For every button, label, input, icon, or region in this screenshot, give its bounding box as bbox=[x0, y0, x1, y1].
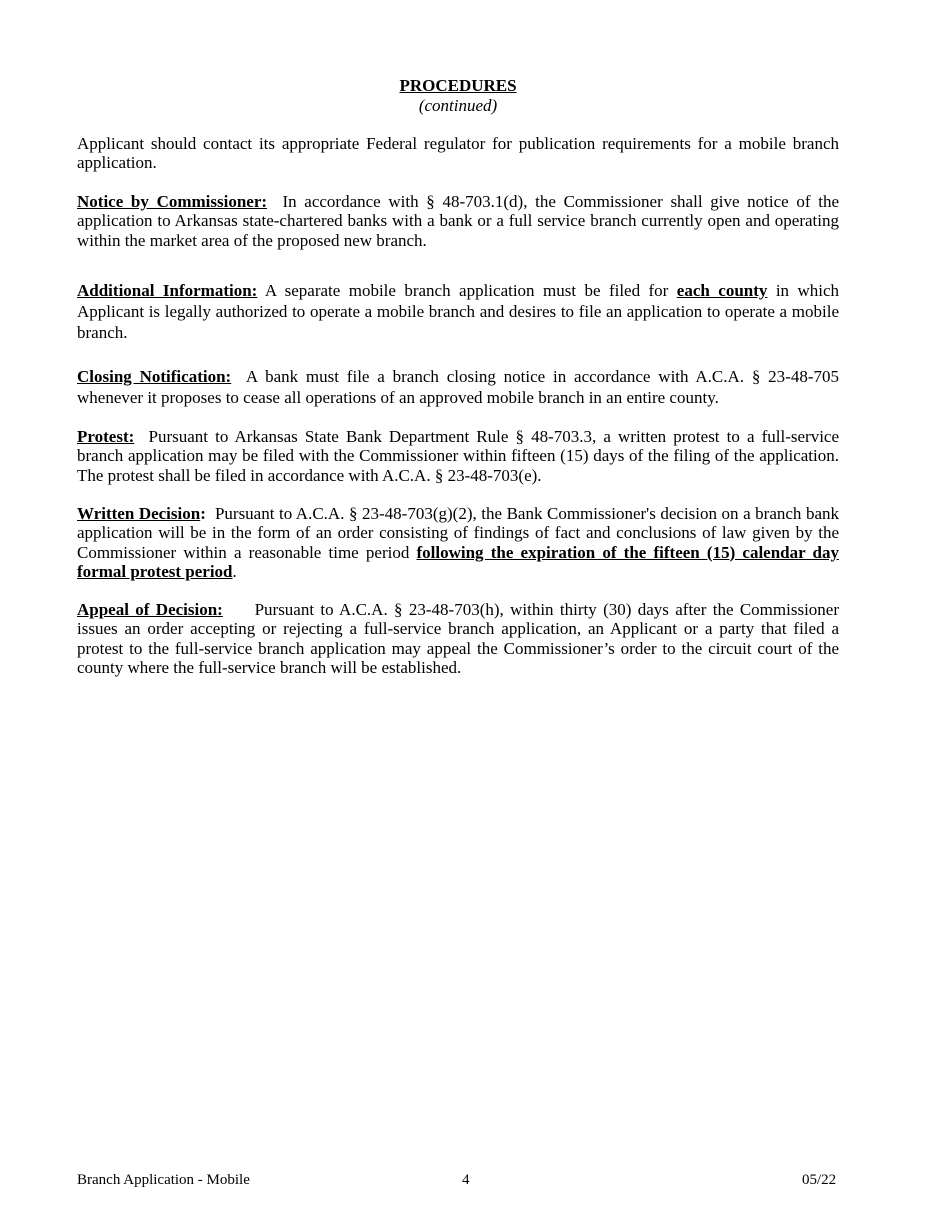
additional-text-before: A separate mobile branch application must be filed for bbox=[264, 281, 669, 300]
written-text-after: . bbox=[232, 561, 237, 581]
footer-page-number: 4 bbox=[462, 1172, 470, 1188]
additional-label: Additional Information: bbox=[77, 281, 258, 300]
written-paragraph bbox=[77, 504, 839, 581]
notice-label: Notice by Commissioner: bbox=[77, 192, 268, 211]
appeal-paragraph bbox=[77, 600, 839, 677]
written-text-before: Pursuant to A.C.A. § 23-48-703(g)(2), the Bank Commissioner's decision on a branch bank application will be in the form of an order consisting of findings of fact and conclusions of law given by the Commissioner within a reasonable time period bbox=[77, 504, 839, 562]
additional-emphasis: each county bbox=[676, 281, 768, 300]
protest-label: Protest: bbox=[77, 427, 135, 446]
notice-paragraph bbox=[77, 192, 839, 250]
appeal-text: Pursuant to A.C.A. § 23-48-703(h), within thirty (30) days after the Commissioner issues an order accepting or rejecting a full-service branch application, an Applicant or a party that filed a protest to the full-service branch application may appeal the Commissioner’s order to the circuit court of the county where the full-service branch will be established. bbox=[77, 600, 839, 677]
written-label: Written Decision bbox=[77, 504, 201, 523]
publication-text: Applicant should contact its appropriate Federal regulator for publication requirements for a mobile branch application. bbox=[77, 134, 839, 173]
protest-paragraph bbox=[77, 427, 839, 485]
publication-paragraph bbox=[77, 134, 839, 173]
written-colon: : bbox=[200, 504, 206, 523]
footer-revision-date: 05/22 bbox=[802, 1172, 837, 1188]
additional-paragraph bbox=[77, 281, 839, 343]
page-subtitle: (continued) bbox=[418, 96, 498, 115]
notice-text: In accordance with § 48-703.1(d), the Commissioner shall give notice of the application to Arkansas state-chartered banks with a bank or a full service branch currently open and operating within the market area of the proposed new branch. bbox=[77, 192, 840, 250]
protest-text: Pursuant to Arkansas State Bank Department Rule § 48-703.3, a written protest to a full-service branch application may be filed with the Commissioner within fifteen (15) days of the filing of the application. The protest shall be filed in accordance with A.C.A. § 23-48-703(e). bbox=[77, 427, 840, 485]
written-emphasis: following the expiration of the fifteen (15) calendar day formal protest period bbox=[77, 542, 839, 581]
footer-document-name: Branch Application - Mobile bbox=[77, 1172, 250, 1188]
page-title: PROCEDURES bbox=[399, 76, 517, 95]
closing-paragraph bbox=[77, 367, 839, 409]
appeal-label: Appeal of Decision: bbox=[77, 600, 223, 619]
closing-text: A bank must file a branch closing notice in accordance with A.C.A. § 23-48-705 whenever it proposes to cease all operations of an approved mobile branch in an entire county. bbox=[77, 367, 839, 407]
additional-text-after: in which Applicant is legally authorized to operate a mobile branch and desires to file an application to operate a mobile branch. bbox=[77, 281, 840, 342]
closing-label: Closing Notification: bbox=[77, 367, 232, 386]
